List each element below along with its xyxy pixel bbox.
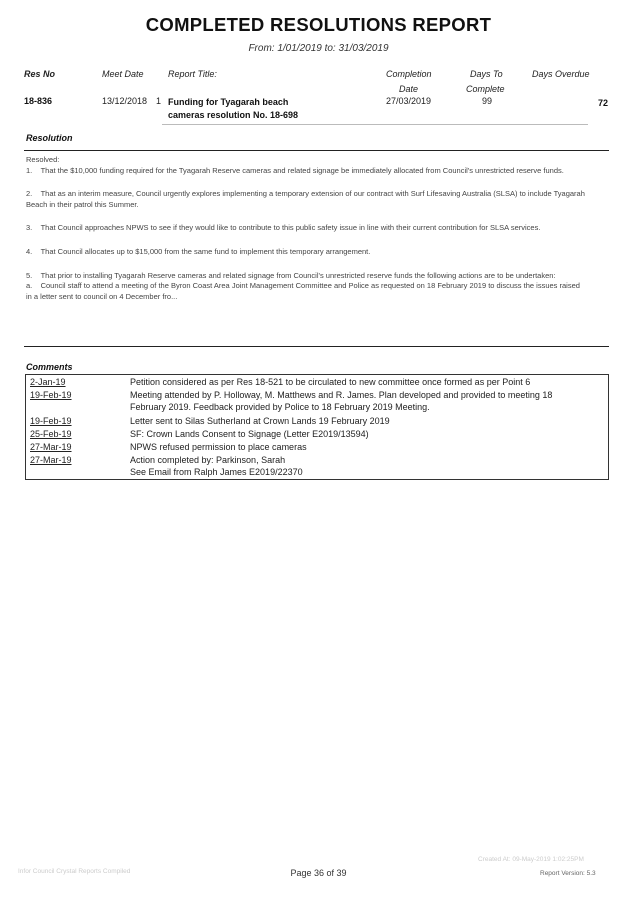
resolution-paragraph: 2. That as an interim measure, Council urgently explores implementing a temporary extension of our contract with Surf Lifesaving Australia (SLSA) to include Tyagarah Beach in their patrol this Summer. (26, 189, 585, 209)
record-title-line1: Funding for Tyagarah beach (168, 97, 289, 107)
col-header-days-to-complete: Complete (466, 84, 505, 94)
comments-table (25, 374, 609, 480)
comment-date[interactable]: 19-Feb-19 (30, 416, 72, 426)
report-date-range: From: 1/01/2019 to: 31/03/2019 (248, 43, 389, 54)
resolution-rule (24, 150, 609, 151)
record-days-to-complete: 99 (482, 96, 493, 106)
col-header-report-title: Report Title: (168, 69, 217, 79)
col-header-meet-date: Meet Date (102, 69, 144, 79)
col-header-completion-date: Date (399, 84, 419, 94)
comment-date[interactable]: 2-Jan-19 (30, 377, 66, 387)
comment-date[interactable]: 27-Mar-19 (30, 455, 72, 465)
comment-text: SF: Crown Lands Consent to Signage (Letter E2019/13594) (130, 429, 369, 439)
resolution-heading: Resolution (26, 133, 73, 143)
resolved-label: Resolved: (26, 155, 60, 164)
record-days-overdue: 72 (598, 98, 609, 108)
comment-date[interactable]: 25-Feb-19 (30, 429, 72, 439)
record-meet-date: 13/12/2018 (102, 96, 148, 106)
col-header-res-no: Res No (24, 69, 56, 79)
record-res-no: 18-836 (24, 96, 53, 106)
comments-heading: Comments (26, 362, 73, 372)
col-header-completion: Completion (386, 69, 432, 79)
resolution-subitem: a. Council staff to attend a meeting of the Byron Coast Area Joint Management Committee and Police as requested on 18 February 2019 to discuss the issues raised in a letter sent to council on 4 December fro... (26, 281, 580, 301)
comment-text: See Email from Ralph James E2019/22370 (130, 467, 303, 477)
record-completion-date: 27/03/2019 (386, 96, 432, 106)
resolution-paragraph: 5. That prior to installing Tyagarah Reserve cameras and related signage from Council's unrestricted reserve funds the following actions are to be undertaken: (26, 270, 556, 280)
resolution-body (26, 155, 586, 302)
comment-date[interactable]: 19-Feb-19 (30, 390, 72, 400)
record-title-line2: cameras resolution No. 18-698 (168, 110, 299, 120)
comment-text: Petition considered as per Res 18-521 to be circulated to new committee once formed as per Point 6 (130, 377, 531, 387)
footer-created-at: Created At: 09-May-2019 1:02:25PM (478, 856, 584, 863)
comments-rule (24, 346, 609, 347)
footer-report-version: Report Version: 5.3 (540, 870, 596, 877)
resolution-paragraph: 1. That the $10,000 funding required for the Tyagarah Reserve cameras and related signage be immediately allocated from Council's unrestricted reserve funds. (26, 165, 564, 175)
footer-page-number: Page 36 of 39 (290, 868, 347, 878)
report-title: COMPLETED RESOLUTIONS REPORT (145, 14, 492, 35)
comment-text: Meeting attended by P. Holloway, M. Matthews and R. James. Plan developed and provided to meeting 18 February 2019. Feedback provided by Police to 18 February 2019 Meeting. (130, 390, 553, 412)
comment-text: Action completed by: Parkinson, Sarah (130, 455, 286, 465)
resolution-paragraph: 4. That Council allocates up to $15,000 from the same fund to implement this temporary arrangement. (26, 246, 371, 256)
comment-text: NPWS refused permission to place cameras (130, 442, 307, 452)
col-header-days-to: Days To (470, 69, 503, 79)
resolution-paragraph: 3. That Council approaches NPWS to see if they would like to contribute to this public safety issue in line with their current contribution for SLSA services. (26, 223, 541, 233)
comment-date[interactable]: 27-Mar-19 (30, 442, 72, 452)
footer-source: Infor Council Crystal Reports Compiled (18, 868, 131, 875)
col-header-days-overdue: Days Overdue (532, 69, 590, 79)
record-item-number: 1 (156, 96, 162, 106)
record-divider (162, 124, 588, 125)
comment-text: Letter sent to Silas Sutherland at Crown Lands 19 February 2019 (130, 416, 390, 426)
